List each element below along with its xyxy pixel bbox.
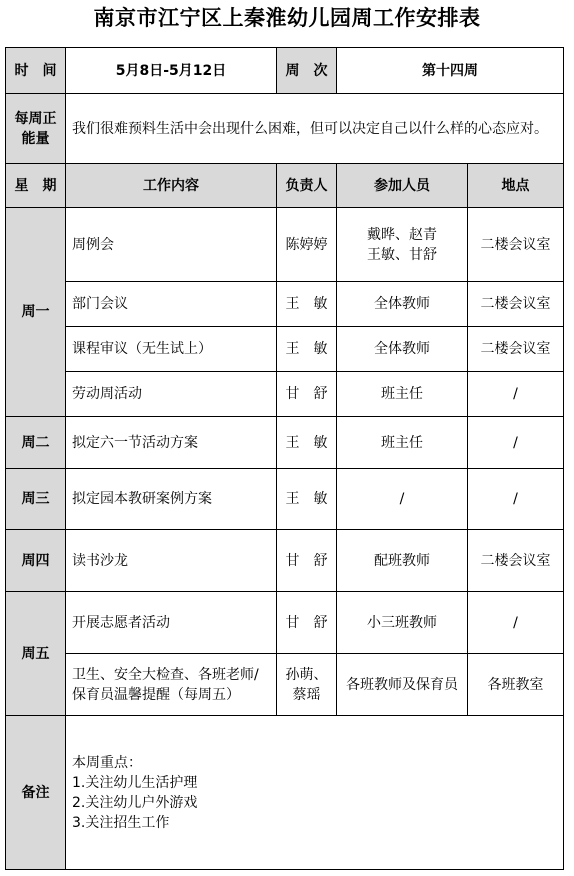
table-row [6,530,564,592]
place: / [468,372,564,417]
day-wednesday: 周三 [6,469,66,530]
participants: 全体教师 [337,327,468,372]
work-content: 开展志愿者活动 [66,592,277,654]
page-title: 南京市江宁区上秦淮幼儿园周工作安排表 [93,5,481,30]
motto-label-line2: 能量 [21,130,50,147]
day-monday: 周一 [6,208,66,417]
place: 各班教室 [468,654,564,716]
time-label: 时 间 [6,48,66,94]
place: 二楼会议室 [468,282,564,327]
place: 二楼会议室 [468,208,564,282]
table-row [6,327,564,372]
header-row [6,164,564,208]
participants: 配班教师 [337,530,468,592]
work-content: 拟定六一节活动方案 [66,417,277,469]
notes-content [66,716,564,870]
motto-row [6,94,564,164]
info-row [6,48,564,94]
motto-text: 我们很难预料生活中会出现什么困难，但可以决定自己以什么样的心态应对。 [66,94,564,164]
week-label: 周 次 [277,48,337,94]
table-row [6,592,564,654]
owner: 甘 舒 [277,530,337,592]
participants: 小三班教师 [337,592,468,654]
date-range: 5月8日-5月12日 [66,48,277,94]
notes-label: 备注 [6,716,66,870]
owner: 王 敏 [277,469,337,530]
owner-line1: 孙萌、 [285,666,328,683]
participants [337,208,468,282]
header-participants: 参加人员 [337,164,468,208]
work-content [66,654,277,716]
table-row [6,469,564,530]
work-content: 劳动周活动 [66,372,277,417]
work-content: 周例会 [66,208,277,282]
owner [277,654,337,716]
table-row [6,282,564,327]
work-line2: 保育员温馨提醒（每周五） [72,686,240,703]
header-work: 工作内容 [66,164,277,208]
table-row [6,208,564,282]
work-line1: 卫生、安全大检查、各班老师/ [72,666,259,683]
owner: 甘 舒 [277,592,337,654]
table-row [6,372,564,417]
owner-line2: 蔡瑶 [292,686,321,703]
header-day: 星 期 [6,164,66,208]
table-row [6,654,564,716]
weekly-schedule-table [5,47,564,870]
notes-item: 2.关注幼儿户外游戏 [72,794,198,811]
owner: 王 敏 [277,327,337,372]
week-value: 第十四周 [337,48,564,94]
day-friday: 周五 [6,592,66,716]
participants: / [337,469,468,530]
motto-label-line1: 每周正 [14,110,57,127]
place: / [468,592,564,654]
place: / [468,417,564,469]
participants: 全体教师 [337,282,468,327]
place: / [468,469,564,530]
table-row [6,417,564,469]
motto-label [6,94,66,164]
notes-item: 3.关注招生工作 [72,814,170,831]
participants: 班主任 [337,417,468,469]
header-owner: 负责人 [277,164,337,208]
notes-heading: 本周重点： [72,754,142,771]
owner: 甘 舒 [277,372,337,417]
participants: 班主任 [337,372,468,417]
participants: 各班教师及保育员 [337,654,468,716]
participants-line1: 戴晔、赵青 [367,226,437,243]
header-place: 地点 [468,164,564,208]
work-content: 读书沙龙 [66,530,277,592]
day-thursday: 周四 [6,530,66,592]
owner: 陈婷婷 [277,208,337,282]
participants-line2: 王敏、甘舒 [367,246,437,263]
work-content: 拟定园本教研案例方案 [66,469,277,530]
place: 二楼会议室 [468,530,564,592]
notes-row [6,716,564,870]
work-content: 部门会议 [66,282,277,327]
day-tuesday: 周二 [6,417,66,469]
notes-item: 1.关注幼儿生活护理 [72,774,198,791]
owner: 王 敏 [277,282,337,327]
owner: 王 敏 [277,417,337,469]
work-content: 课程审议（无生试上） [66,327,277,372]
place: 二楼会议室 [468,327,564,372]
